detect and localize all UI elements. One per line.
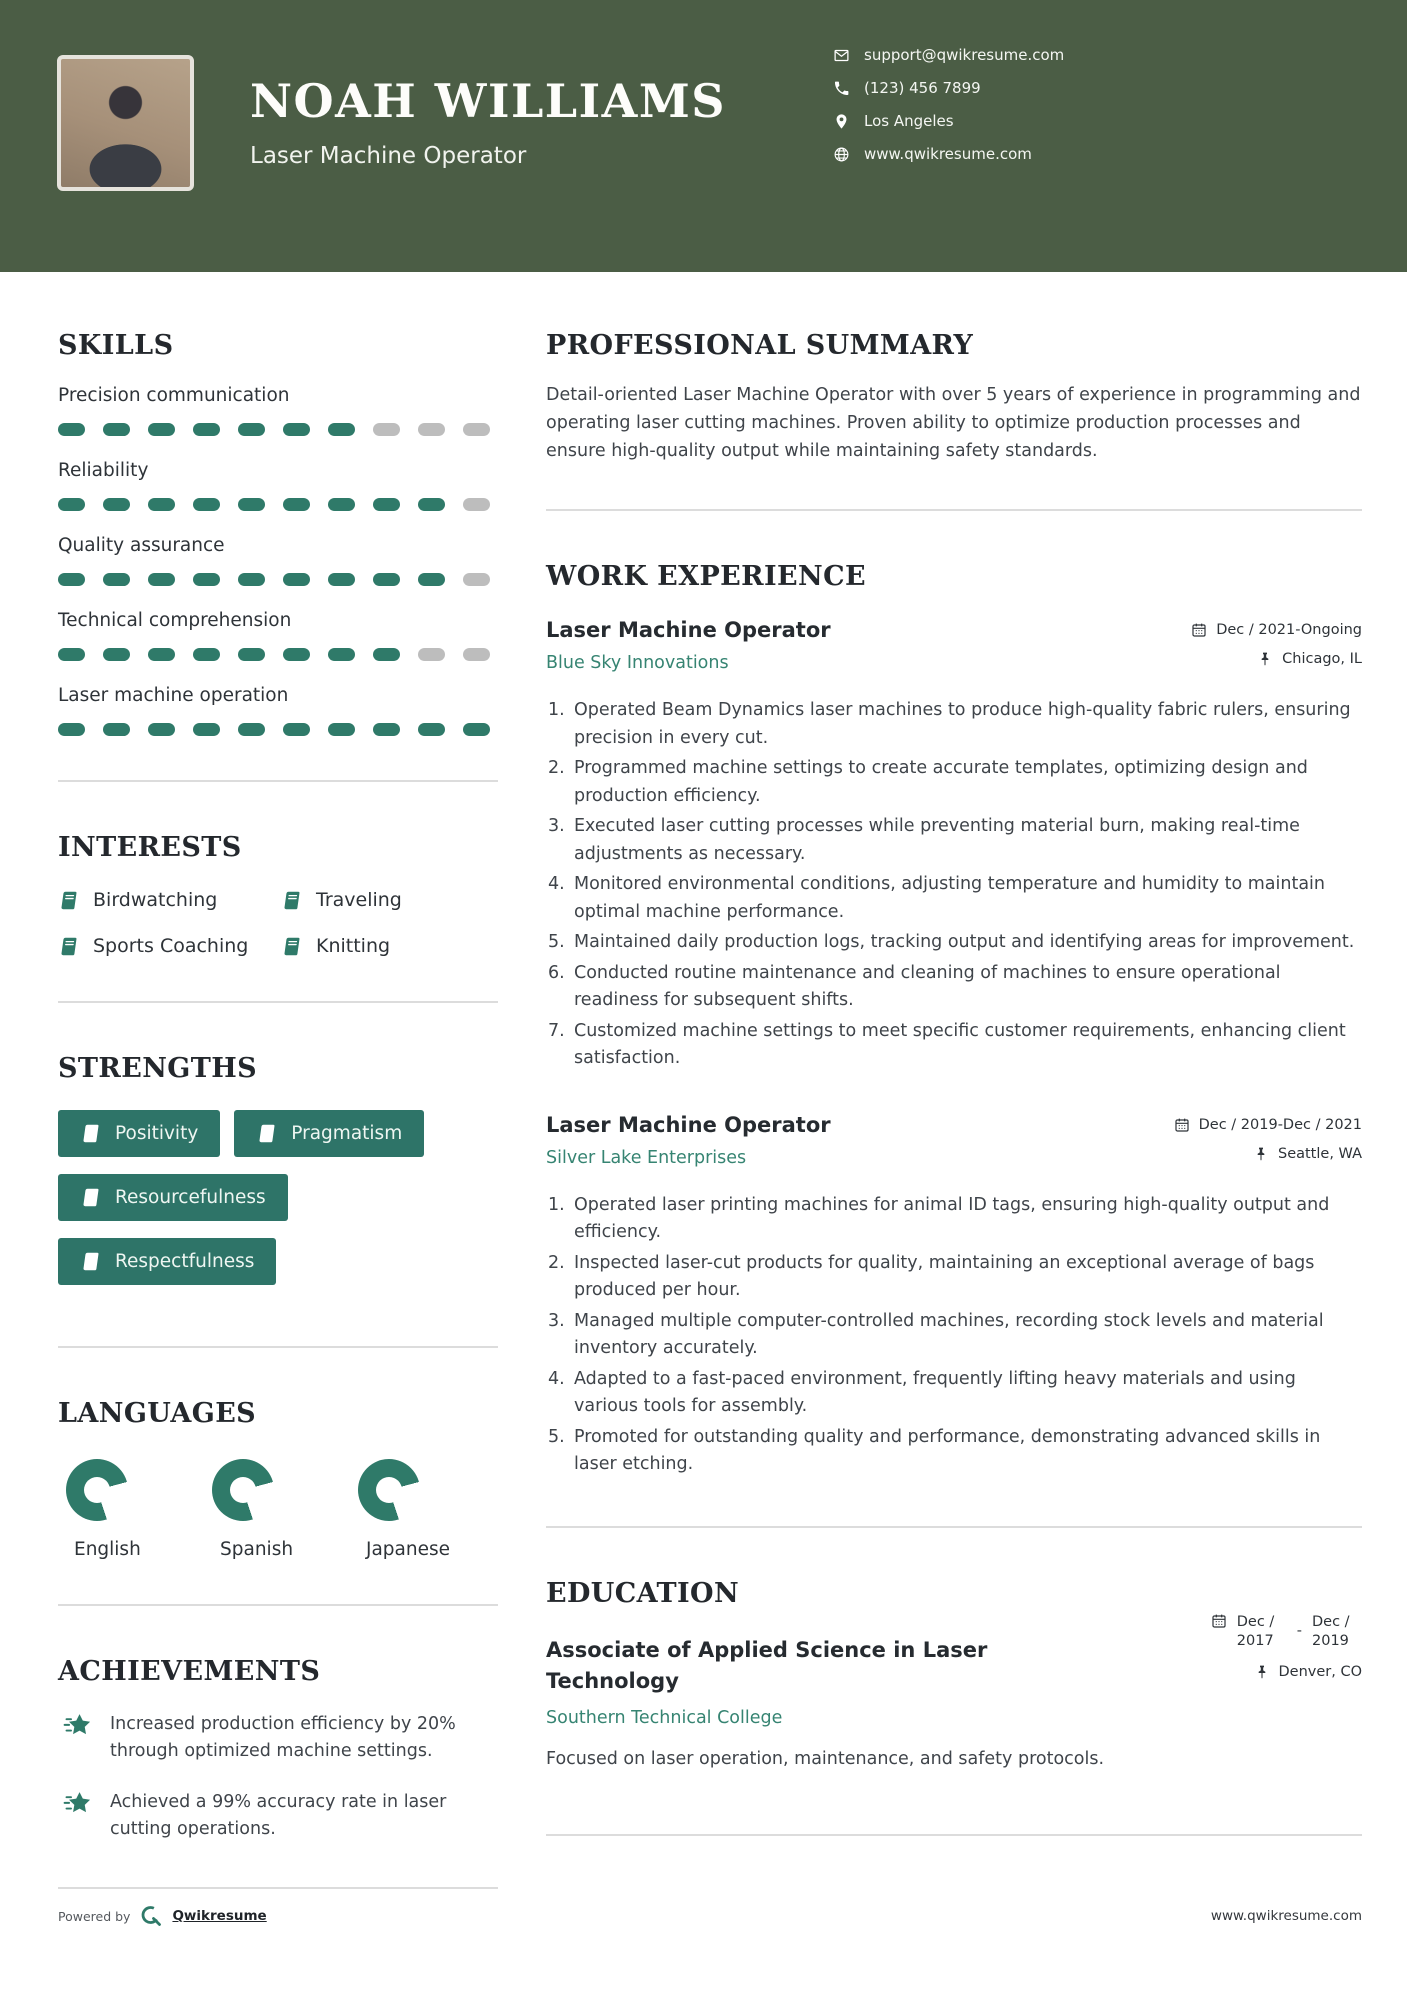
book-icon	[80, 1187, 101, 1208]
skill-dash-filled	[283, 573, 310, 586]
job-bullet: Monitored environmental conditions, adjusting temperature and humidity to maintain optimal machine performance.	[574, 874, 1326, 922]
phone-icon	[833, 80, 850, 97]
language-label: Japanese	[366, 1539, 450, 1560]
interests-heading: INTERESTS	[58, 832, 242, 863]
experience-section	[546, 511, 1362, 1528]
skill-dash-filled	[193, 498, 220, 511]
sidebar	[58, 330, 498, 1889]
language-level-donut	[212, 1459, 274, 1521]
skill-level-bar	[58, 648, 498, 661]
contact-item	[833, 77, 1064, 99]
profile-photo	[57, 55, 194, 191]
skill-dash-filled	[328, 423, 355, 436]
skill-dash-filled	[148, 498, 175, 511]
skill-dash-empty	[463, 573, 490, 586]
summary-text: Detail-oriented Laser Machine Operator with over 5 years of experience in programming and operating laser cutting machines. Proven ability to optimize production processes and ensure high-quality output while maintaining safety standards.	[546, 385, 1361, 461]
strength-label: Positivity	[115, 1123, 199, 1144]
skill-level-bar	[58, 723, 498, 736]
job-meta	[1191, 622, 1362, 667]
pin-icon	[1253, 1146, 1269, 1162]
skill-label: Reliability	[58, 460, 149, 481]
skill-dash-filled	[283, 498, 310, 511]
contact-text: Los Angeles	[864, 112, 954, 130]
skill-dash-filled	[148, 648, 175, 661]
skill-dash-filled	[193, 423, 220, 436]
skill-dash-filled	[193, 648, 220, 661]
job-bullet: Executed laser cutting processes while preventing material burn, making real-time adjustments as necessary.	[574, 816, 1300, 864]
skill-dash-filled	[328, 498, 355, 511]
skill-dash-empty	[373, 423, 400, 436]
skill-dash-filled	[283, 423, 310, 436]
skill-label: Quality assurance	[58, 535, 225, 556]
skill-dash-filled	[373, 723, 400, 736]
language-item	[204, 1459, 350, 1560]
company-name: Silver Lake Enterprises	[546, 1147, 747, 1168]
skill-dash-empty	[463, 423, 490, 436]
strength-badge	[234, 1110, 424, 1157]
job-entry	[546, 618, 1362, 1073]
contact-item	[833, 44, 1064, 66]
skill-dash-filled	[103, 648, 130, 661]
interest-item	[281, 935, 498, 957]
star-icon	[58, 1790, 92, 1818]
education-date-start: Dec / 2017	[1236, 1613, 1275, 1649]
achievements-heading: ACHIEVEMENTS	[58, 1656, 321, 1687]
contact-list	[833, 44, 1064, 176]
job-bullets	[546, 697, 1362, 1073]
summary-section	[546, 330, 1362, 511]
book-icon	[58, 890, 79, 911]
skill-label: Technical comprehension	[58, 610, 292, 631]
skill-dash-empty	[463, 498, 490, 511]
job-meta	[1174, 1117, 1362, 1162]
skill-dash-filled	[283, 648, 310, 661]
contact-item	[833, 143, 1064, 165]
contact-text[interactable]: support@qwikresume.com	[864, 46, 1065, 64]
achievement-item	[58, 1711, 498, 1765]
skills-section	[58, 330, 498, 782]
skill-dash-filled	[418, 573, 445, 586]
education-heading: EDUCATION	[546, 1577, 740, 1609]
degree-title: Associate of Applied Science in Laser Technology	[546, 1637, 988, 1693]
job-bullet: Promoted for outstanding quality and performance, demonstrating advanced skills in laser etching.	[574, 1426, 1321, 1474]
skill-dash-filled	[238, 498, 265, 511]
achievement-text: Achieved a 99% accuracy rate in laser cutting operations.	[110, 1792, 447, 1839]
logo-icon	[139, 1904, 163, 1928]
job-dates: Dec / 2019-Dec / 2021	[1198, 1116, 1362, 1133]
strength-label: Resourcefulness	[115, 1187, 266, 1208]
contact-text: (123) 456 7899	[864, 79, 981, 97]
summary-heading: PROFESSIONAL SUMMARY	[546, 330, 974, 361]
skill-dash-empty	[463, 648, 490, 661]
job-title: Laser Machine Operator	[546, 1112, 831, 1137]
interest-label: Traveling	[316, 889, 402, 911]
calendar-icon	[1174, 1117, 1190, 1133]
education-date-end: Dec / 2019	[1312, 1613, 1350, 1649]
globe-icon	[833, 146, 850, 163]
company-name: Blue Sky Innovations	[546, 653, 729, 673]
interest-item	[281, 889, 498, 911]
skill-item	[58, 460, 498, 511]
skill-dash-filled	[103, 498, 130, 511]
interest-label: Sports Coaching	[93, 935, 249, 957]
book-icon	[281, 936, 302, 957]
job-bullet: Operated laser printing machines for animal ID tags, ensuring high-quality output and efficiency.	[574, 1194, 1330, 1242]
skill-item	[58, 535, 498, 586]
skill-dash-filled	[328, 723, 355, 736]
person-job-title: Laser Machine Operator	[250, 143, 527, 169]
skill-dash-filled	[58, 423, 85, 436]
skill-dash-filled	[328, 573, 355, 586]
languages-heading: LANGUAGES	[58, 1398, 257, 1429]
skill-dash-filled	[103, 573, 130, 586]
job-location: Seattle, WA	[1277, 1145, 1362, 1162]
skills-heading: SKILLS	[58, 330, 174, 361]
language-level-donut	[358, 1459, 420, 1521]
job-bullet: Customized machine settings to meet specific customer requirements, enhancing client satisfaction.	[574, 1020, 1346, 1068]
job-bullet: Conducted routine maintenance and cleaning of machines to ensure operational readiness for subsequent shifts.	[574, 962, 1281, 1010]
interest-item	[58, 935, 281, 957]
interest-label: Knitting	[316, 935, 391, 957]
education-location: Denver, CO	[1278, 1663, 1362, 1680]
interest-label: Birdwatching	[93, 889, 218, 911]
book-icon	[281, 890, 302, 911]
book-icon	[256, 1123, 277, 1144]
brand-link[interactable]: Qwikresume	[172, 1908, 267, 1924]
contact-item	[833, 110, 1064, 132]
job-title: Laser Machine Operator	[546, 618, 831, 642]
skill-label: Laser machine operation	[58, 685, 289, 706]
skill-dash-filled	[193, 573, 220, 586]
skill-item	[58, 685, 498, 736]
language-item	[350, 1459, 496, 1560]
skill-dash-filled	[373, 498, 400, 511]
education-date-separator: -	[1296, 1622, 1302, 1639]
job-bullets	[546, 1192, 1362, 1479]
strength-label: Pragmatism	[291, 1123, 403, 1144]
school-name: Southern Technical College	[546, 1707, 783, 1728]
job-bullet: Maintained daily production logs, tracking output and identifying areas for improvement.	[574, 932, 1355, 952]
job-bullet: Adapted to a fast-paced environment, frequently lifting heavy materials and using various tools for assembly.	[574, 1368, 1296, 1416]
skill-dash-filled	[373, 648, 400, 661]
skill-label: Precision communication	[58, 385, 290, 406]
skill-dash-filled	[58, 573, 85, 586]
languages-section	[58, 1348, 498, 1606]
job-bullet: Managed multiple computer-controlled machines, recording stock levels and material inventory accurately.	[574, 1310, 1324, 1358]
calendar-icon	[1211, 1613, 1227, 1629]
interest-item	[58, 889, 281, 911]
book-icon	[80, 1251, 101, 1272]
skill-dash-filled	[58, 648, 85, 661]
skill-dash-filled	[328, 648, 355, 661]
skill-item	[58, 610, 498, 661]
strength-badge	[58, 1174, 288, 1221]
language-level-donut	[66, 1459, 128, 1521]
skill-level-bar	[58, 573, 498, 586]
footer-site-link[interactable]: www.qwikresume.com	[1210, 1908, 1362, 1924]
job-bullet: Operated Beam Dynamics laser machines to produce high-quality fabric rulers, ensuring precision in every cut.	[574, 700, 1351, 748]
skill-dash-empty	[418, 423, 445, 436]
skill-level-bar	[58, 423, 498, 436]
skill-level-bar	[58, 498, 498, 511]
job-dates: Dec / 2021-Ongoing	[1216, 622, 1362, 638]
education-description: Focused on laser operation, maintenance, and safety protocols.	[546, 1748, 1105, 1769]
achievement-item	[58, 1789, 498, 1843]
skill-dash-filled	[463, 723, 490, 736]
language-label: Spanish	[220, 1539, 294, 1560]
skill-dash-filled	[238, 423, 265, 436]
header-banner	[0, 0, 1407, 272]
book-icon	[58, 936, 79, 957]
main-column	[546, 330, 1362, 1836]
skill-dash-filled	[373, 573, 400, 586]
skill-dash-filled	[193, 723, 220, 736]
strength-label: Respectfulness	[115, 1251, 255, 1272]
achievement-text: Increased production efficiency by 20% through optimized machine settings.	[110, 1714, 456, 1761]
achievements-section	[58, 1606, 498, 1889]
calendar-icon	[1191, 622, 1207, 638]
skill-dash-filled	[418, 723, 445, 736]
footer	[58, 1904, 1362, 1928]
pin-icon	[1254, 1664, 1270, 1680]
job-bullet: Inspected laser-cut products for quality, maintaining an exceptional average of bags produced per hour.	[574, 1252, 1315, 1300]
skill-dash-empty	[418, 648, 445, 661]
powered-by-label: Powered by	[58, 1908, 131, 1924]
job-bullet: Programmed machine settings to create accurate templates, optimizing design and production efficiency.	[574, 758, 1308, 806]
skill-dash-filled	[103, 723, 130, 736]
job-location: Chicago, IL	[1282, 651, 1362, 667]
skill-item	[58, 385, 498, 436]
skill-dash-filled	[148, 723, 175, 736]
strength-badge	[58, 1110, 220, 1157]
job-entry	[546, 1113, 1362, 1479]
star-icon	[58, 1712, 92, 1740]
location-icon	[833, 113, 850, 130]
skill-dash-filled	[148, 423, 175, 436]
skill-dash-filled	[58, 723, 85, 736]
language-label: English	[74, 1539, 141, 1560]
skill-dash-filled	[418, 498, 445, 511]
skill-dash-filled	[148, 573, 175, 586]
person-name: NOAH WILLIAMS	[250, 74, 726, 128]
pin-icon	[1257, 651, 1273, 667]
skill-dash-filled	[283, 723, 310, 736]
interests-section	[58, 782, 498, 1003]
strengths-section	[58, 1003, 498, 1348]
skill-dash-filled	[58, 498, 85, 511]
skill-dash-filled	[238, 573, 265, 586]
strengths-heading: STRENGTHS	[58, 1053, 258, 1084]
contact-text[interactable]: www.qwikresume.com	[864, 145, 1032, 163]
language-item	[58, 1459, 204, 1560]
education-meta	[1211, 1613, 1362, 1680]
skill-dash-filled	[103, 423, 130, 436]
skill-dash-filled	[238, 648, 265, 661]
strength-badge	[58, 1238, 276, 1285]
book-icon	[80, 1123, 101, 1144]
education-section	[546, 1528, 1362, 1837]
experience-heading: WORK EXPERIENCE	[546, 561, 866, 592]
email-icon	[833, 47, 850, 64]
skill-dash-filled	[238, 723, 265, 736]
